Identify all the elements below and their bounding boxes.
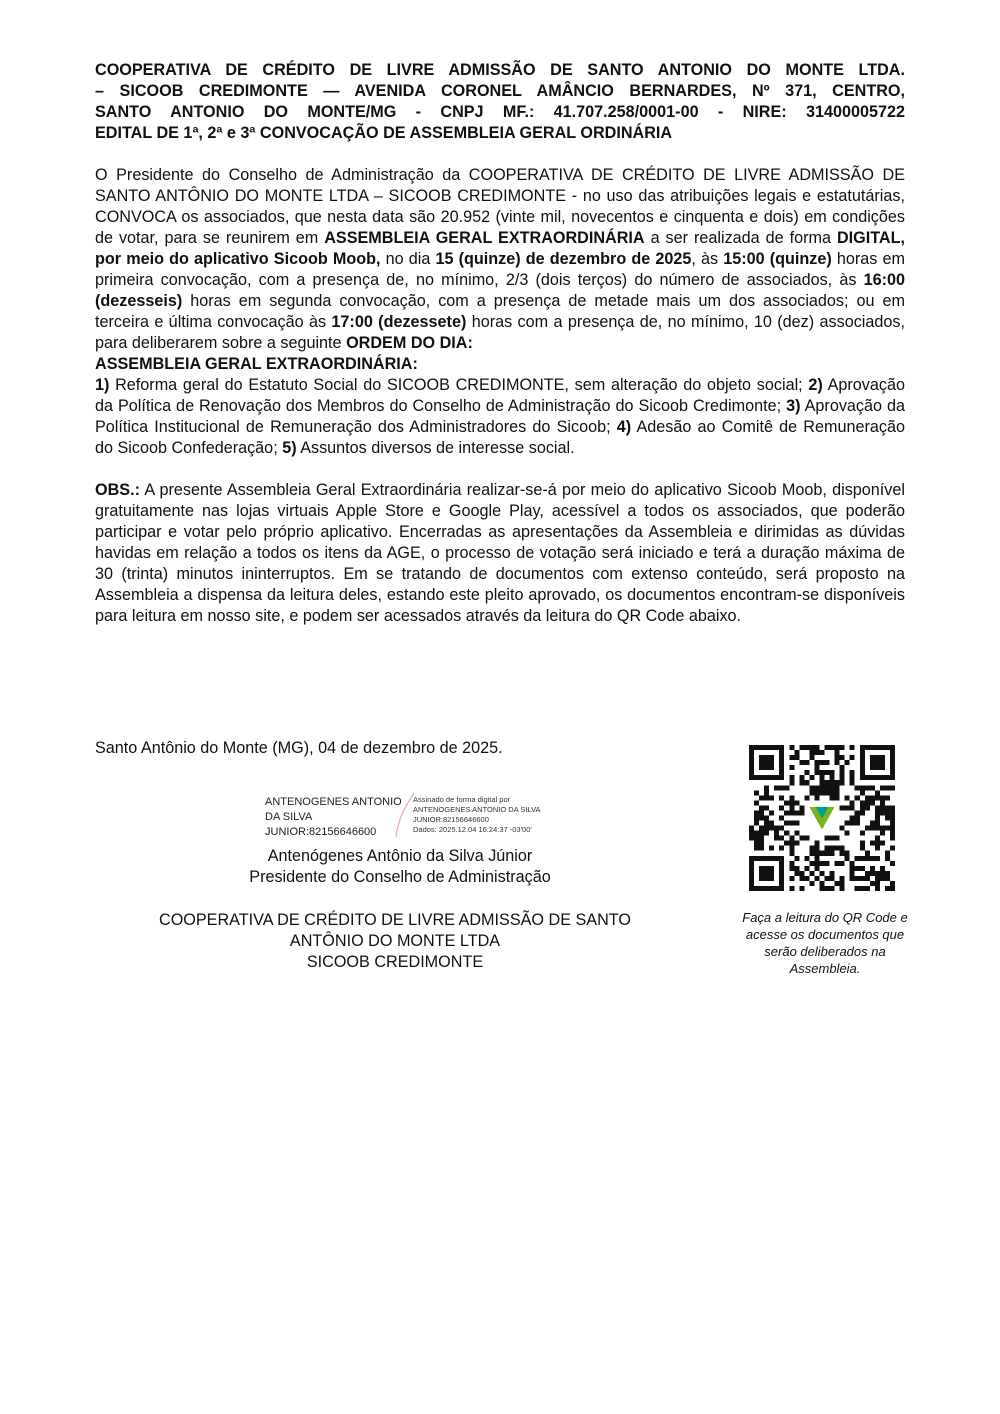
item-number: 5): [282, 439, 297, 457]
bold-span: ASSEMBLEIA GERAL EXTRAORDINÁRIA: [324, 229, 645, 247]
signature-detail-line: Assinado de forma digital por: [413, 795, 511, 804]
heading-line: COOPERATIVA DE CRÉDITO DE LIVRE ADMISSÃO DE SANTO ANTONIO DO MONTE LTDA.: [95, 61, 905, 79]
cooperative-footer: [120, 910, 670, 973]
item-number: 3): [786, 397, 801, 415]
signer-role: Presidente do Conselho de Administração: [249, 868, 551, 886]
bold-span: 15 (quinze) de dezembro de 2025: [435, 250, 692, 268]
signature-details: [413, 795, 541, 835]
text-span: horas com a presença de, no mínimo, 10 (dez) associados, para deliberarem sobre a seguinte: [95, 313, 905, 352]
observation-paragraph: [95, 480, 905, 627]
signature-name-line: DA SILVA: [265, 811, 313, 823]
bold-span: ORDEM DO DIA:: [346, 334, 473, 352]
qr-caption-line: Faça a leitura do QR Code e: [742, 910, 908, 925]
agenda-item: Adesão ao Comitê de Remuneração do Sicoob Confederação;: [95, 418, 905, 457]
agenda-item: Aprovação da Política Institucional de Remuneração dos Administradores do Sicoob;: [95, 397, 906, 436]
item-number: 2): [808, 376, 823, 394]
signer-name: Antenógenes Antônio da Silva Júnior: [267, 847, 533, 865]
bold-span: 15:00 (quinze): [723, 250, 832, 268]
convocation-paragraph: [95, 165, 905, 354]
signature-detail-line: ANTENOGENES ANTONIO DA SILVA: [413, 805, 541, 814]
footer-line: ANTÔNIO DO MONTE LTDA: [289, 932, 501, 950]
signature-name: [265, 795, 402, 840]
date-line: Santo Antônio do Monte (MG), 04 de dezembro de 2025.: [95, 739, 503, 757]
footer-line: SICOOB CREDIMONTE: [306, 953, 484, 971]
bold-span: 16:00 (dezesseis): [95, 271, 905, 310]
heading-line: SANTO ANTONIO DO MONTE/MG - CNPJ MF.: 41.707.258/0001-00 - NIRE: 31400005722: [95, 103, 905, 121]
footer-line: COOPERATIVA DE CRÉDITO DE LIVRE ADMISSÃO DE SANTO: [159, 911, 631, 929]
item-number: 4): [616, 418, 632, 436]
qr-caption-line: acesse os documentos que: [745, 927, 905, 942]
text-span: , às: [691, 250, 724, 268]
signature-name-line: JUNIOR:82156646600: [265, 826, 377, 838]
agenda-item: Aprovação da Política de Renovação dos Membros do Conselho de Administração do Sicoob Credimonte;: [95, 376, 905, 415]
document-heading: [95, 60, 905, 144]
agenda-item: Reforma geral do Estatuto Social do SICOOB CREDIMONTE, sem alteração do objeto social;: [109, 376, 809, 394]
obs-text: A presente Assembleia Geral Extraordinária realizar-se-á por meio do aplicativo Sicoob Moob, disponível gratuitamente nas lojas virtuais Apple Store e Google Play, acessível a todos os associados, que poderão participar e votar pelo próprio aplicativo. Encerradas as apresentações da Assembleia e dirimidas as dúvidas havidas em relação a todos os itens da AGE, o processo de votação será iniciado e terá a duração máxima de 30 (trinta) minutos ininterruptos. Em se tratando de documentos com extenso conteúdo, será proposto na Assembleia a dispensa da leitura deles, estando este pleito aprovado, os documentos encontram-se disponíveis para leitura em nosso site, e podem ser acessados através da leitura do QR Code abaixo.: [95, 481, 905, 625]
sicoob-logo-icon: [807, 803, 837, 833]
signer-block: [200, 846, 600, 888]
agenda-item: Assuntos diversos de interesse social.: [296, 439, 575, 457]
qr-caption: [725, 909, 925, 977]
obs-label: OBS.:: [95, 481, 140, 499]
text-span: no dia: [380, 250, 436, 268]
agenda-items: [95, 375, 905, 459]
qr-caption-line: serão deliberados na: [764, 944, 886, 959]
document-page: [95, 60, 905, 627]
qr-caption-line: Assembleia.: [789, 961, 861, 976]
bold-span: ASSEMBLEIA GERAL EXTRAORDINÁRIA:: [95, 355, 418, 373]
signature-detail-line: JUNIOR:82156646600: [413, 815, 489, 824]
heading-line: – SICOOB CREDIMONTE — AVENIDA CORONEL AMÂNCIO BERNARDES, Nº 371, CENTRO,: [95, 82, 905, 100]
text-span: horas em segunda convocação, com a presença de metade mais um dos associados; ou em terceira e última convocação às: [95, 292, 905, 331]
qr-code-icon[interactable]: [749, 745, 895, 891]
bold-span: 17:00 (dezessete): [331, 313, 467, 331]
heading-line: EDITAL DE 1ª, 2ª e 3ª CONVOCAÇÃO DE ASSEMBLEIA GERAL ORDINÁRIA: [95, 124, 673, 142]
text-span: horas em primeira convocação, com a presença de, no mínimo, 2/3 (dois terços) do número de associados, às: [95, 250, 905, 289]
agenda-title: [95, 354, 905, 375]
signature-detail-line: Dados: 2025.12.04 16:24:37 -03'00': [413, 825, 532, 834]
text-span: O Presidente do Conselho de Administração da COOPERATIVA DE CRÉDITO DE LIVRE ADMISSÃO DE SANTO ANTÔNIO DO MONTE LTDA – SICOOB CREDIMONTE - no uso das atribuições legais e estatutárias, CONVOCA os associados, que nesta data são 20.952 (vinte mil, novecentos e cinquenta e dois) em condições de votar, para se reunirem em: [95, 166, 905, 247]
text-span: a ser realizada de forma: [644, 229, 837, 247]
bold-span: DIGITAL, por meio do aplicativo Sicoob Moob,: [95, 229, 905, 268]
signature-name-line: ANTENOGENES ANTONIO: [265, 796, 402, 808]
item-number: 1): [95, 376, 110, 394]
